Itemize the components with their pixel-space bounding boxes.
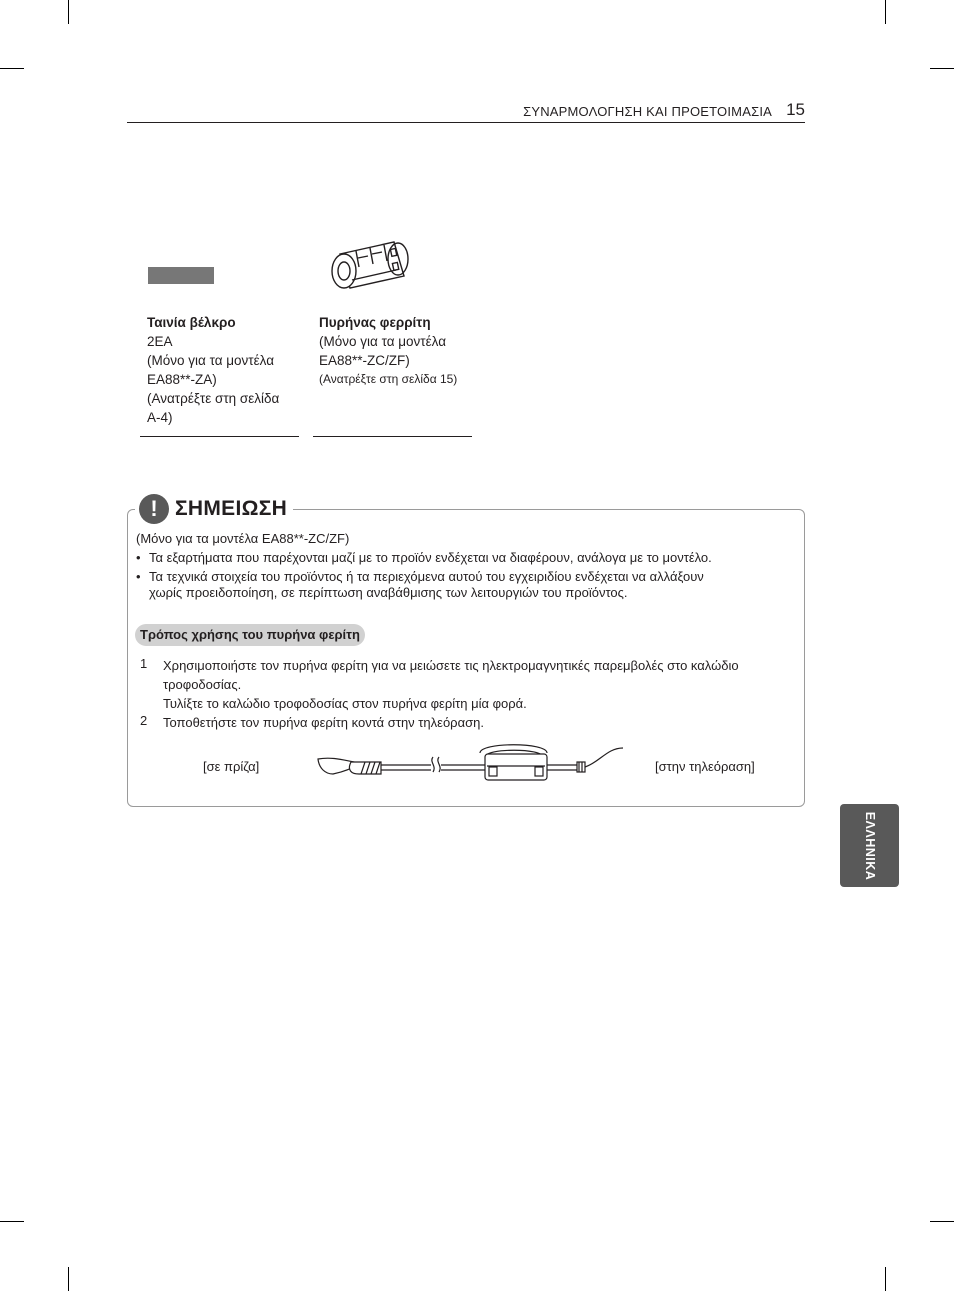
exclamation-icon: ! [139, 494, 169, 524]
accessory-desc: (Ανατρέξτε στη σελίδα 15) [319, 372, 458, 386]
crop-mark [930, 68, 954, 69]
bullet-dot: • [136, 569, 141, 584]
accessory-desc: EA88**-ZC/ZF) [319, 353, 410, 368]
crop-mark [0, 68, 24, 69]
accessory-desc: A-4) [147, 410, 173, 425]
note-title: ΣΗΜΕΙΩΣΗ [175, 497, 288, 520]
step-line: τροφοδοσίας. [163, 677, 242, 692]
note-bullet: Τα εξαρτήματα που παρέχονται μαζί με το προϊόν ενδέχεται να διαφέρουν, ανάλογα με το μοντέλο. [149, 550, 712, 565]
step-text [163, 713, 484, 732]
step-line: Τοποθετήστε τον πυρήνα φερίτη κοντά στην τηλεόραση. [163, 715, 484, 730]
bullet-dot: • [136, 550, 141, 565]
step-line: Τυλίξτε το καλώδιο τροφοδοσίας στον πυρήνα φερίτη μία φορά. [163, 696, 527, 711]
language-tab [840, 804, 899, 887]
ferrite-core-image [326, 236, 412, 294]
step-number: 1 [140, 656, 148, 671]
diagram-label-tv: [στην τηλεόραση] [655, 759, 755, 774]
page-number: 15 [786, 100, 805, 119]
accessory-name: Πυρήνας φερρίτη [319, 315, 431, 330]
diagram-label-outlet: [σε πρίζα] [203, 759, 260, 774]
accessory-desc: EA88**-ZA) [147, 372, 217, 387]
step-line: Χρησιμοποιήστε τον πυρήνα φερίτη για να μειώσετε τις ηλεκτρομαγνητικές παρεμβολές στο καλώδιο [163, 658, 739, 673]
language-tab-label: ΕΛΛΗΝΙΚΑ [862, 811, 877, 880]
accessory-desc: (Μόνο για τα μοντέλα [147, 353, 274, 368]
accessory-ferrite [319, 313, 479, 389]
page-header [127, 99, 805, 123]
note-heading [135, 489, 293, 529]
note-bullet-continuation: χωρίς προειδοποίηση, σε περίπτωση αναβάθμισης των λειτουργιών του προϊόντος. [149, 585, 628, 600]
section-title: ΣΥΝΑΡΜΟΛΟΓΗΣΗ ΚΑΙ ΠΡΟΕΤΟΙΜΑΣΙΑ [523, 104, 772, 119]
divider [140, 436, 299, 437]
accessory-desc: (Ανατρέξτε στη σελίδα [147, 391, 280, 406]
step-text [163, 656, 739, 713]
accessory-qty: 2EA [147, 334, 173, 349]
note-bullet: Τα τεχνικά στοιχεία του προϊόντος ή τα περιεχόμενα αυτού του εγχειριδίου ενδέχεται να αλλάξουν [149, 569, 704, 584]
crop-mark [0, 1221, 24, 1222]
accessory-desc: (Μόνο για τα μοντέλα [319, 334, 446, 349]
accessory-name: Ταινία βέλκρο [147, 315, 236, 330]
note-intro: (Μόνο για τα μοντέλα EA88**-ZC/ZF) [136, 531, 350, 546]
ferrite-cable-diagram [315, 740, 627, 786]
accessory-velcro [147, 313, 297, 427]
crop-mark [68, 0, 69, 24]
divider [313, 436, 472, 437]
subheading-pill: Τρόπος χρήσης του πυρήνα φερίτη [135, 624, 365, 646]
velcro-tape-image [148, 267, 214, 284]
step-number: 2 [140, 713, 148, 728]
crop-mark [930, 1221, 954, 1222]
crop-mark [885, 1267, 886, 1291]
crop-mark [68, 1267, 69, 1291]
crop-mark [885, 0, 886, 24]
